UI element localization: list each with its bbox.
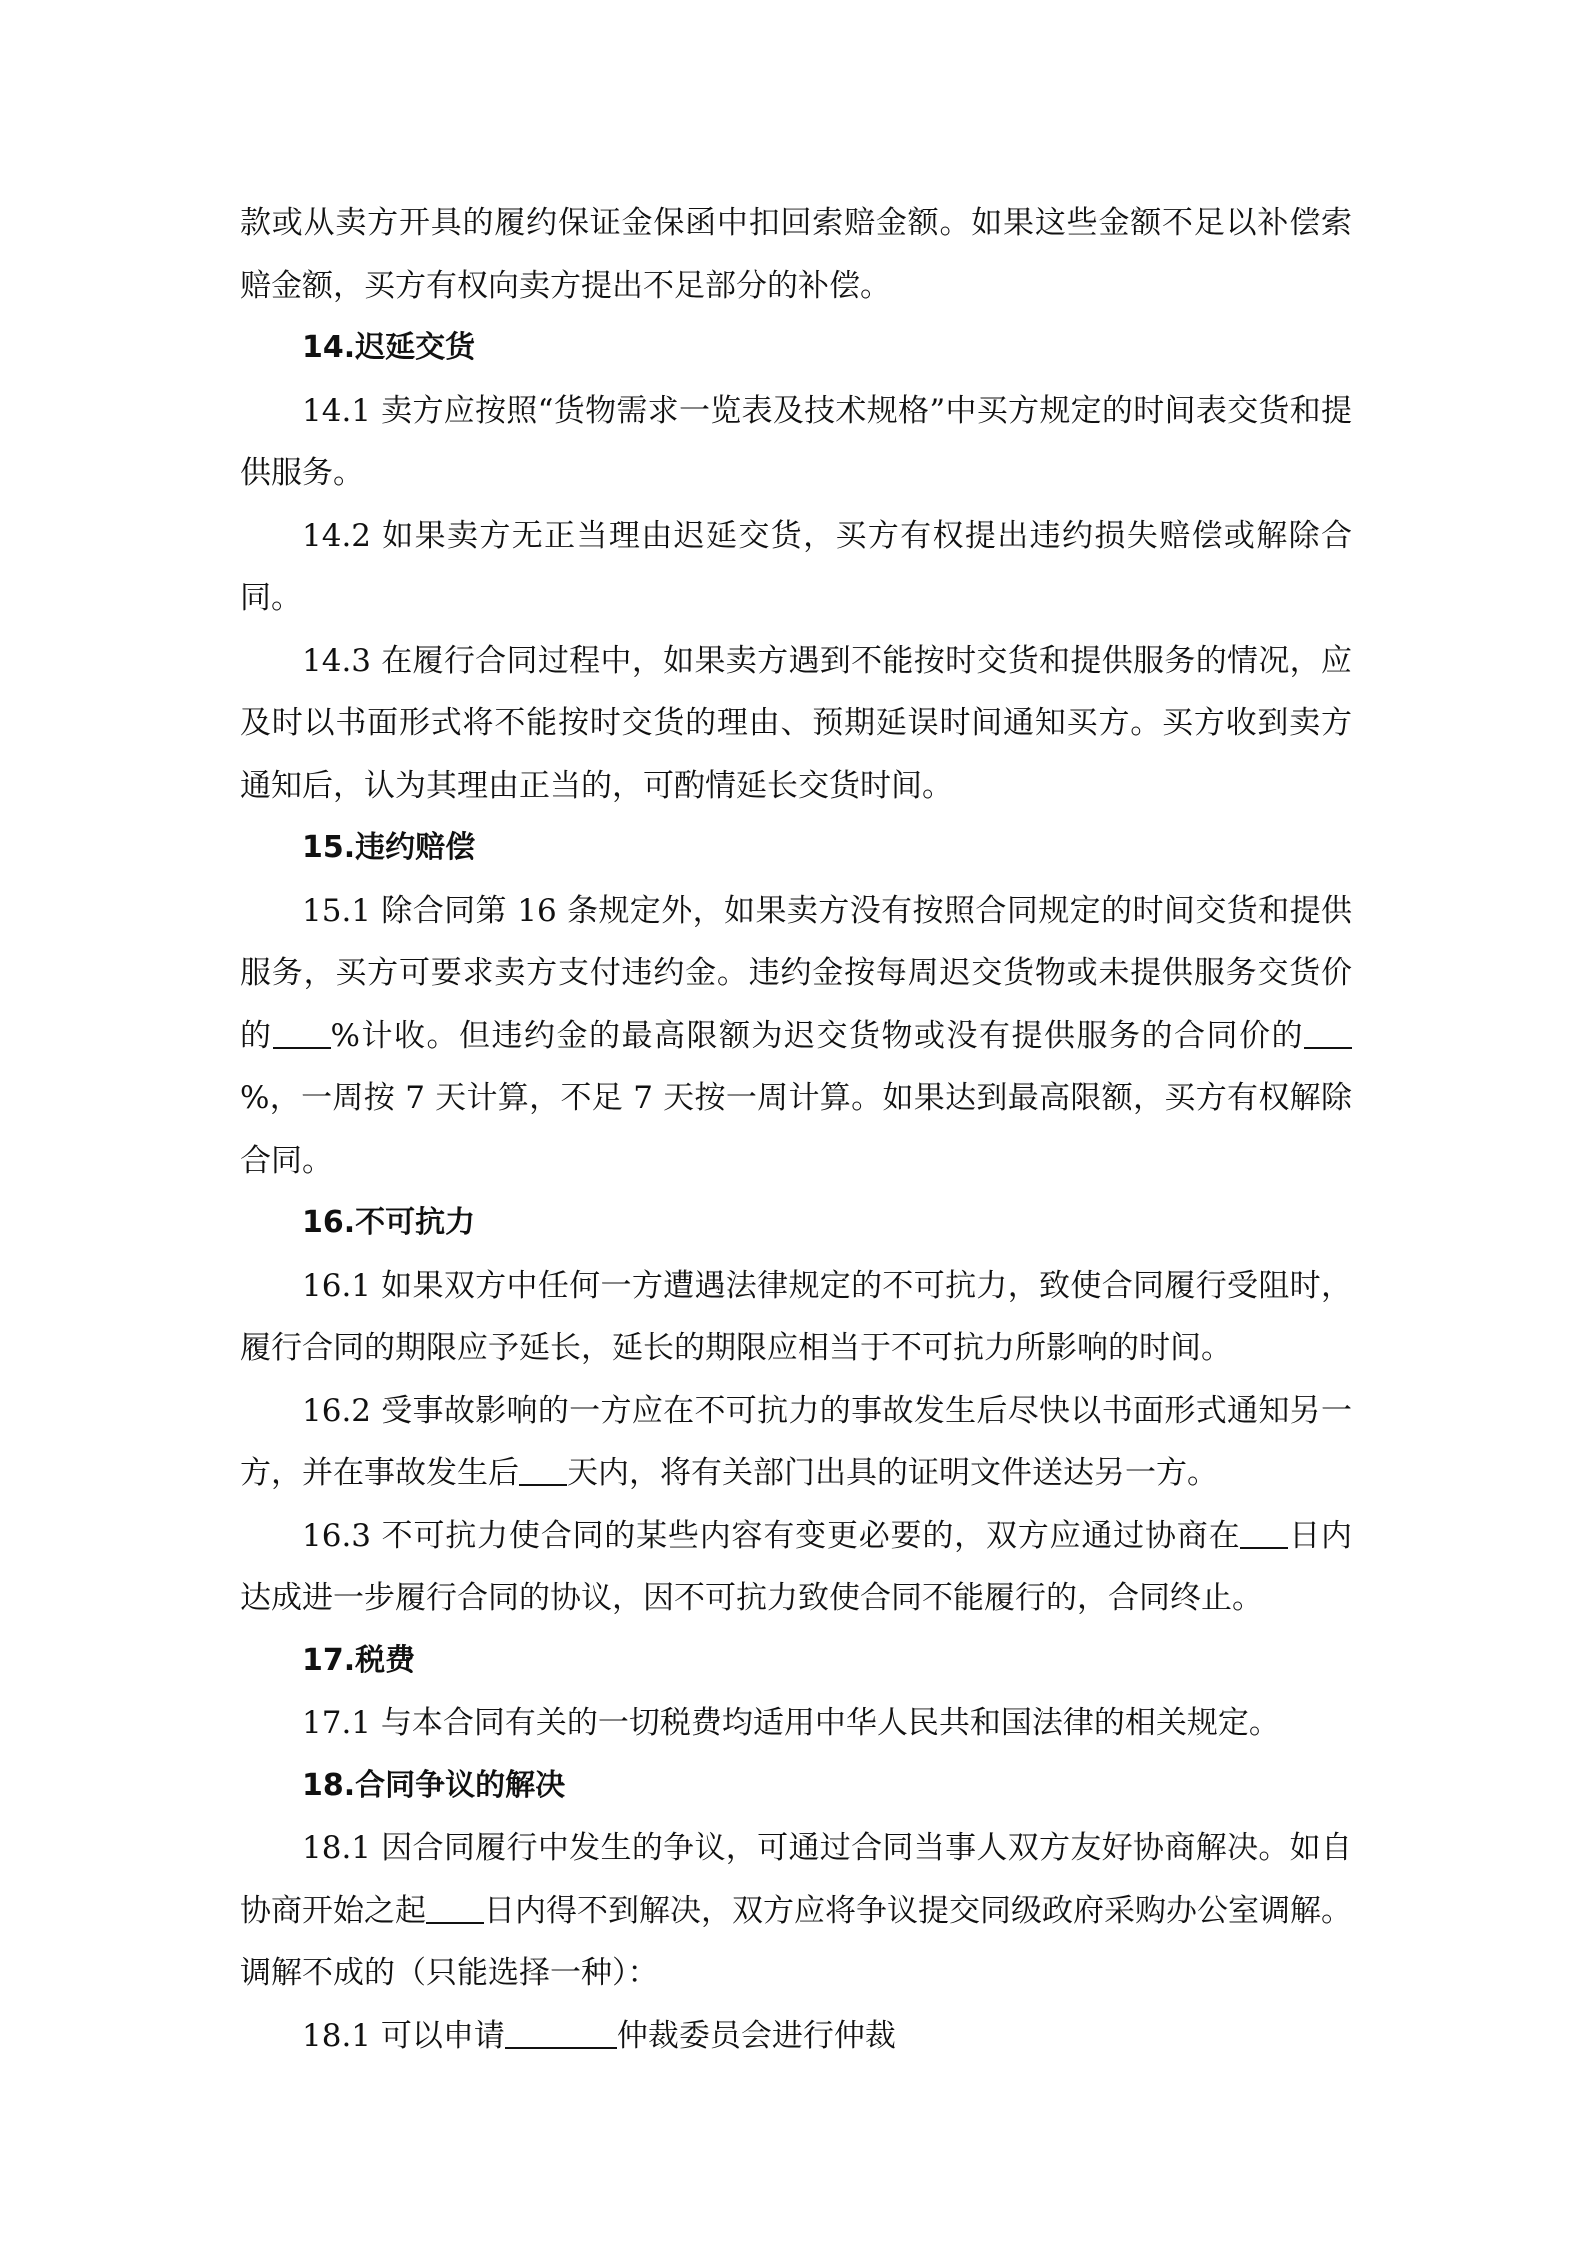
document-body xyxy=(240,192,1352,2067)
heading-18-dispute-resolution: 18.合同争议的解决 xyxy=(302,1767,566,1803)
blank-field xyxy=(1240,1519,1288,1549)
clause-18-1: 18.1 因合同履行中发生的争议，可通过合同当事人双方友好协商解决。如自协商开始之起 日内得不到解决，双方应将争议提交同级政府采购办公室调解。调解不成的（只能选择一种）： xyxy=(240,1830,1352,1991)
clause-14-3: 14.3 在履行合同过程中，如果卖方遇到不能按时交货和提供服务的情况，应及时以书面形式将不能按时交货的理由、预期延误时间通知买方。买方收到卖方通知后，认为其理由正当的，可酌情延长交货时间。 xyxy=(240,642,1352,804)
clause-18-1-arbitration: 18.1 可以申请 仲裁委员会进行仲裁 xyxy=(302,2017,896,2054)
heading-14-delayed-delivery: 14.迟延交货 xyxy=(302,330,476,365)
blank-field xyxy=(426,1894,484,1924)
blank-field xyxy=(519,1456,567,1486)
blank-field xyxy=(505,2019,617,2049)
clause-16-1: 16.1 如果双方中任何一方遭遇法律规定的不可抗力，致使合同履行受阻时，履行合同的期限应予延长，延长的期限应相当于不可抗力所影响的时间。 xyxy=(240,1267,1352,1366)
clause-16-2: 16.2 受事故影响的一方应在不可抗力的事故发生后尽快以书面形式通知另一方，并在事故发生后 天内，将有关部门出具的证明文件送达另一方。 xyxy=(240,1392,1352,1491)
blank-field xyxy=(1304,1019,1352,1049)
clause-15-1: 15.1 除合同第 16 条规定外，如果卖方没有按照合同规定的时间交货和提供服务，买方可要求卖方支付违约金。违约金按每周迟交货物或未提供服务交货价的 %计收。但违约金的最高限额为迟交货物或没有提供服务的合同价的%，一周按 7 天计算，不足 7 天按一周计算。如果达到最高限额，买方有权解除合同。 xyxy=(240,892,1352,1179)
heading-16-force-majeure: 16.不可抗力 xyxy=(302,1205,476,1240)
clause-17-1: 17.1 与本合同有关的一切税费均适用中华人民共和国法律的相关规定。 xyxy=(302,1705,1280,1741)
heading-17-taxes: 17.税费 xyxy=(302,1642,416,1678)
clause-14-1: 14.1 卖方应按照“货物需求一览表及技术规格”中买方规定的时间表交货和提供服务。 xyxy=(240,392,1352,491)
paragraph-13-continuation: 款或从卖方开具的履约保证金保函中扣回索赔金额。如果这些金额不足以补偿索赔金额，买方有权向卖方提出不足部分的补偿。 xyxy=(240,205,1352,304)
blank-field xyxy=(273,1019,331,1049)
clause-14-2: 14.2 如果卖方无正当理由迟延交货，买方有权提出违约损失赔偿或解除合同。 xyxy=(240,517,1352,616)
heading-15-liquidated-damages: 15.违约赔偿 xyxy=(302,830,476,865)
clause-16-3: 16.3 不可抗力使合同的某些内容有变更必要的，双方应通过协商在 日内达成进一步履行合同的协议，因不可抗力致使合同不能履行的，合同终止。 xyxy=(240,1517,1353,1616)
